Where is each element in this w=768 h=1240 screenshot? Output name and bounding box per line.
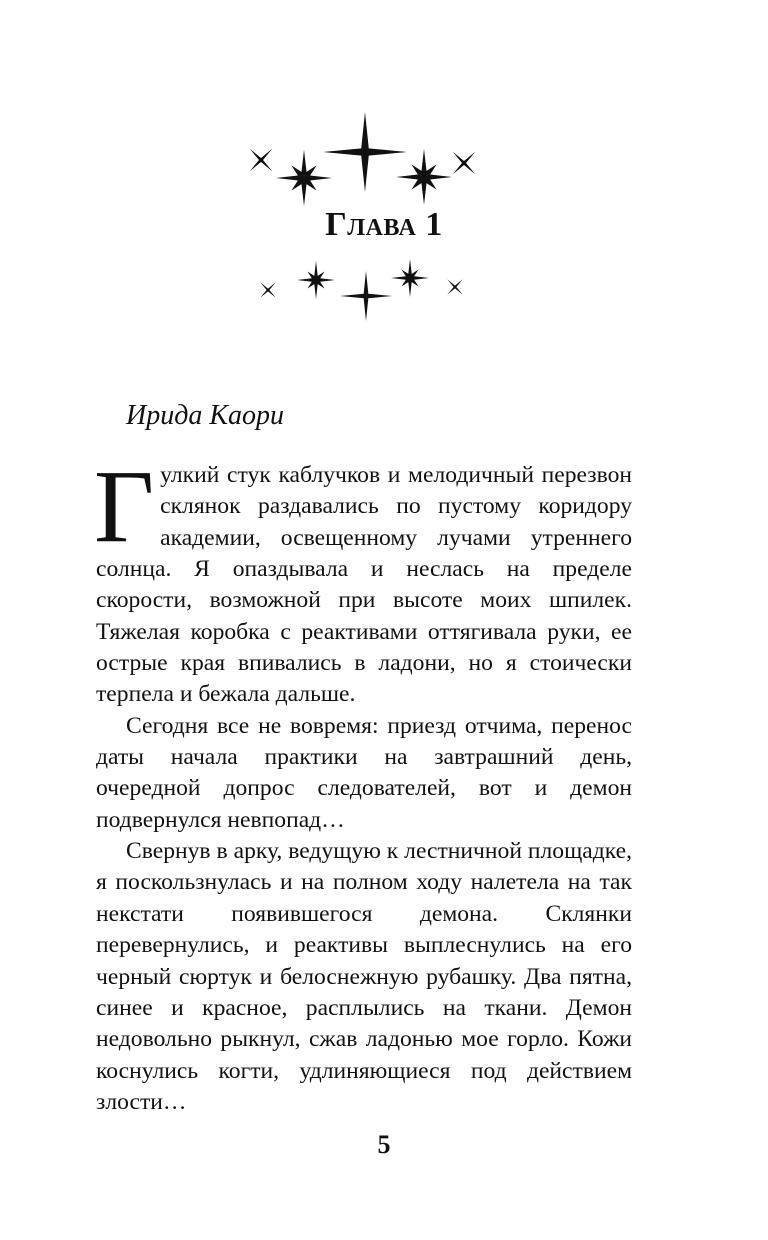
page-number: 5 <box>377 1130 391 1159</box>
decorative-stars <box>0 0 768 340</box>
paragraph-1-text: улкий стук каблучков и мелодичный перезвон склянок раздавались по пустому коридору академии, освещенному лучами утреннего солнца. Я опаздывала и неслась на пределе скорости, возможной при высоте моих шпилек. Тяжелая коробка с реактивами оттягивала руки, ее острые края впивались в ладони, но я стоически терпела и бежала дальше. <box>96 462 632 708</box>
star-icon <box>238 137 283 182</box>
paragraph-1 <box>94 449 632 711</box>
star-icon <box>252 274 283 305</box>
star-icon <box>276 150 332 206</box>
star-icon <box>396 149 452 205</box>
star-icon <box>391 259 429 297</box>
star-icon <box>297 261 335 299</box>
star-icon <box>439 271 470 302</box>
paragraph-3: Свернув в арку, ведущую к лестничной площадке, я поскользнулась и на полном ходу налетела на так некстати появившегося демона. Склянки перевернулись, и реактивы выплеснулись на его черный сюртук и белоснежную рубашку. Два пятна, синее и красное, расплылись на ткани. Демон недовольно рыкнул, сжав ладонью мое горло. Кожи коснулись когти, удлиняющиеся под действием злости… <box>96 838 632 1115</box>
drop-cap: Г <box>94 449 155 564</box>
chapter-title <box>0 206 768 244</box>
author-name: Ирида Каори <box>126 400 284 431</box>
chapter-title-number: 1 <box>425 206 443 243</box>
star-icon <box>441 140 486 185</box>
body-text <box>94 449 632 1118</box>
star-icon <box>340 271 392 321</box>
chapter-title-word: Глава <box>325 206 417 243</box>
star-icon <box>323 112 407 192</box>
paragraph-2: Сегодня все не вовремя: приезд отчима, перенос даты начала практики на завтрашний день, очередной допрос следователей, вот и демон подвернулся невпопад… <box>96 712 632 833</box>
